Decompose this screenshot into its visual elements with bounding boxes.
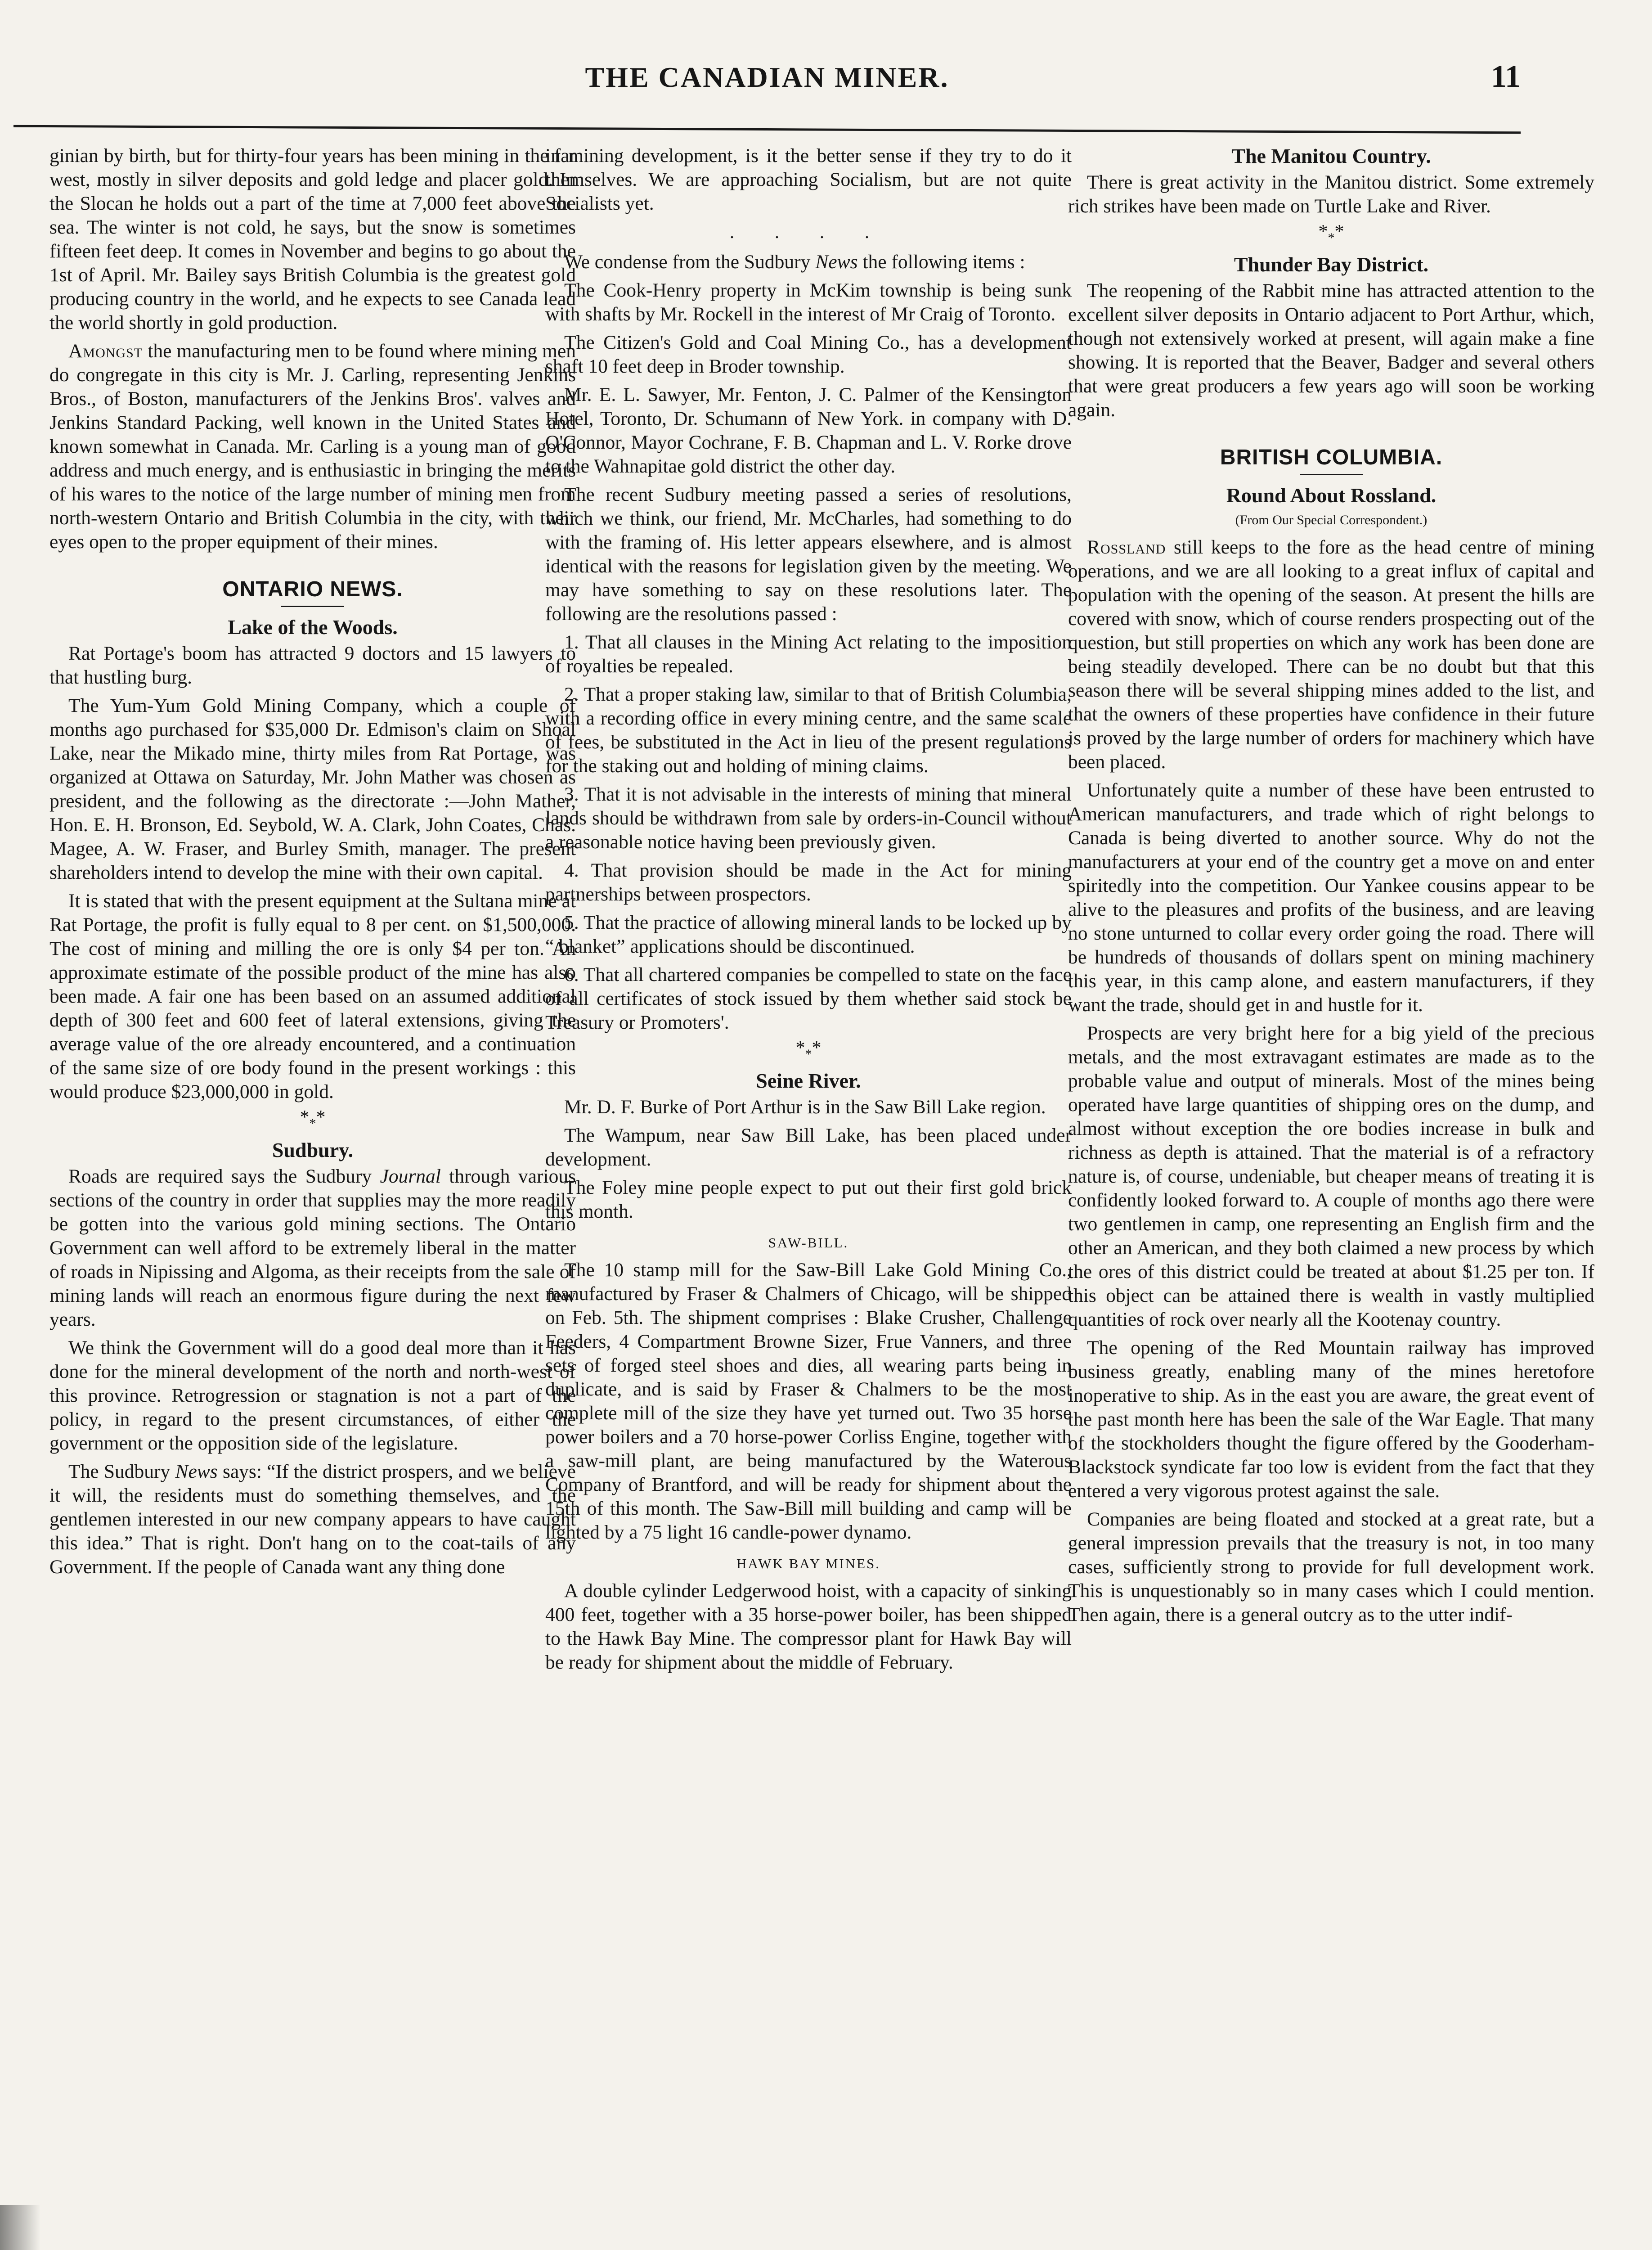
correspondent-note: (From Our Special Correspondent.) bbox=[1235, 513, 1428, 527]
paragraph: The Yum-Yum Gold Mining Company, which a couple of months ago purchased for $35,000 Dr. Edmison's claim on Shoal Lake, near the Mikado mine, thirty miles from Rat Portage, was organized at Ottawa on Saturday, Mr. John Mather was chosen as president, and the following as the directorate :—John Mather, Hon. E. H. Bronson, Ed. Seybold, W. A. Clark, John Coates, Chas. Magee, A. W. Fraser, and Burley Smith, manager. The present shareholders intend to develop the mine with their own capital. bbox=[49, 695, 576, 883]
paragraph: It is stated that with the present equipment at the Sultana mine at Rat Portage, the profit is fully equal to 8 per cent. on $1,500,000. The cost of mining and milling the ore is only $4 per ton. An approximate estimate of the possible product of the mine has also been made. A fair one has been based on an assumed additional depth of 300 feet and 600 feet of lateral extensions, giving the average value of the ore already encountered, and a continuation of the same size of ore body found in the present workings : this would produce $23,000,000 in gold. bbox=[49, 890, 576, 1102]
publication-name: News bbox=[175, 1461, 218, 1482]
paragraph-text: the manufacturing men to be found where mining men do congregate in this city is Mr. J. Carling, representing Jenkins Bros., of Boston, manufacturers of the Jenkins Bros'. valves and Jenkins Standard Packing, well known in the United States and known somewhat in Canada. Mr. Carling is a young man of good address and much energy, and is enthusiastic in bringing the merits of his wares to the notice of the large number of mining men from north-western Ontario and British Columbia in the city, with their eyes open to the proper equipment of their mines. bbox=[49, 340, 576, 553]
paragraph: The Foley mine people expect to put out their first gold brick this month. bbox=[545, 1177, 1072, 1222]
publication-name: Journal bbox=[380, 1166, 441, 1187]
resolution-item: 5. That the practice of allowing mineral lands to be locked up by “ blanket” applications should be discontinued. bbox=[545, 912, 1072, 957]
asterism-ornament: $*_**$ bbox=[795, 1038, 822, 1062]
page-number: 11 bbox=[1490, 59, 1521, 94]
subheading-saw-bill: SAW-BILL. bbox=[768, 1235, 849, 1251]
column-3 bbox=[1068, 144, 1594, 1631]
paragraph-text: says: “If the district prospers, and we believe it will, the residents must do something themselves, and the gentlemen interested in our new company appears to have caught this idea.” That is right. Don't hang on to the coat-tails of any Government. If the people of Canada want any thing done bbox=[49, 1461, 576, 1578]
section-rule bbox=[1300, 474, 1363, 475]
subheading-round-about-rossland: Round About Rossland. bbox=[1226, 484, 1437, 507]
header-rule bbox=[13, 125, 1521, 134]
paragraph: in mining development, is it the better sense if they try to do it themselves. We are approaching Socialism, but are not quite Socialists yet. bbox=[545, 145, 1072, 214]
publication-name: News bbox=[815, 251, 858, 273]
scan-smudge bbox=[0, 2205, 40, 2250]
paragraph: Companies are being floated and stocked at a great rate, but a general impression prevails that the treasury is not, in too many cases, sufficiently strong to provide for full development work. This is unquestionably so in many cases which I could mention. Then again, there is a general outcry as to the utter indif- bbox=[1068, 1508, 1594, 1625]
paragraph bbox=[49, 339, 576, 554]
paragraph: Rat Portage's boom has attracted 9 doctors and 15 lawyers to that hustling burg. bbox=[49, 643, 576, 688]
paragraph: Mr. D. F. Burke of Port Arthur is in the Saw Bill Lake region. bbox=[564, 1096, 1046, 1118]
asterism-ornament: $*_**$ bbox=[300, 1107, 326, 1131]
section-rule bbox=[281, 606, 344, 607]
paragraph-text: Roads are required says the Sudbury bbox=[68, 1166, 380, 1187]
resolution-item: 2. That a proper staking law, similar to that of British Columbia, with a recording office in every mining centre, and the same scale of fees, be substituted in the Act in lieu of the present regulations for the staking out and holding of mining claims. bbox=[545, 684, 1072, 777]
paragraph-text: We condense from the Sudbury bbox=[564, 251, 816, 273]
subheading-sudbury: Sudbury. bbox=[272, 1138, 354, 1161]
paragraph: Unfortunately quite a number of these have been entrusted to American manufacturers, and trade which of right belongs to Canada is being diverted to another source. Why do not the manufacturers at your end of the country get a move on and enter spiritedly into the competition. Our Yankee cousins appear to be alive to the pleasures and profits of the business, and are leaving no stone unturned to collar every order going the road. There will be hundreds of thousands of dollars spent on mining machinery this year, in this camp alone, and eastern manufacturers, if they want the trade, should get in and hustle for it. bbox=[1068, 779, 1594, 1016]
paragraph: The 10 stamp mill for the Saw-Bill Lake Gold Mining Co., manufactured by Fraser & Chalmers of Chicago, will be shipped on Feb. 5th. The shipment comprises : Blake Crusher, Challenge Feeders, 4 Compartment Browne Sizer, Frue Vanners, and three sets of forged steel shoes and dies, all wearing parts being in duplicate, and is said by Fraser & Chalmers to be the most complete mill of the size they have yet turned out. Two 35 horse power boilers and a 70 horse-power Corliss Engine, together with a saw-mill plant, are being manufactured by the Waterous Company of Brantford, and will be ready for shipment about the 15th of this month. The Saw-Bill mill building and camp will be lighted by a 75 light 16 candle-power dynamo. bbox=[545, 1259, 1072, 1543]
newspaper-title: THE CANADIAN MINER. bbox=[585, 61, 949, 93]
paragraph bbox=[49, 1165, 576, 1332]
resolution-item: 3. That it is not advisable in the interests of mining that mineral lands should be withdrawn from sale by orders-in-Council without a reasonable notice having been previously given. bbox=[545, 783, 1072, 853]
paragraph: The Cook-Henry property in McKim township is being sunk with shafts by Mr. Rockell in the interest of Mr Craig of Toronto. bbox=[545, 279, 1072, 325]
subheading-seine-river: Seine River. bbox=[756, 1069, 861, 1092]
lead-word: Rossland bbox=[1087, 536, 1166, 558]
section-heading-british-columbia: BRITISH COLUMBIA. bbox=[1220, 446, 1443, 469]
paragraph: The reopening of the Rabbit mine has attracted attention to the excellent silver deposits in Ontario adjacent to Port Arthur, which, though not extensively worked at present, will again make a fine showing. It is reported that the Beaver, Badger and several others that were great producers a few years ago will soon be working again. bbox=[1068, 280, 1594, 421]
paragraph-text: still keeps to the fore as the head centre of mining operations, and we are all looking to a great influx of capital and population with the opening of the season. At present the hills are covered with snow, which of course renders prospecting out of the question, but still properties on which any work has been done are being steadily developed. There can be no doubt but that this season there will be several shipping mines added to the list, and that the owners of these properties have confidence in their future is proved by the large number of orders for machinery which have been placed. bbox=[1068, 536, 1594, 773]
lead-word: Amongst bbox=[68, 340, 143, 362]
paragraph: There is great activity in the Manitou district. Some extremely rich strikes have been made on Turtle Lake and River. bbox=[1068, 171, 1594, 217]
subheading-lake-of-the-woods: Lake of the Woods. bbox=[228, 616, 398, 639]
paragraph-text: through various sections of the country in order that supplies may the more readily be gotten into the various gold mining sections. The Ontario Government can well afford to be extremely liberal in the matter of roads in Nipissing and Algoma, as their receipts from the sale of mining lands will reach an enormous figure during the next few years. bbox=[49, 1166, 576, 1330]
paragraph bbox=[49, 1460, 576, 1579]
resolution-item: 4. That provision should be made in the Act for mining partnerships between prospectors. bbox=[545, 860, 1072, 905]
dot-separator: . . . . bbox=[730, 222, 887, 242]
subheading-manitou-country: The Manitou Country. bbox=[1231, 144, 1431, 167]
resolution-item: 6. That all chartered companies be compelled to state on the face of all certificates of stock issued by them whether said stock be Treasury or Promoters'. bbox=[545, 964, 1072, 1033]
subheading-hawk-bay-mines: HAWK BAY MINES. bbox=[736, 1556, 881, 1571]
paragraph: Mr. E. L. Sawyer, Mr. Fenton, J. C. Palmer of the Kensington Hotel, Toronto, Dr. Schumann of New York. in company with D. O'Connor, Mayor Cochrane, F. B. Chapman and L. V. Rorke drove to the Wahnapitae gold district the other day. bbox=[545, 384, 1072, 477]
paragraph-text: the following items : bbox=[857, 251, 1025, 273]
subheading-thunder-bay: Thunder Bay District. bbox=[1234, 253, 1429, 276]
paragraph bbox=[545, 250, 1072, 274]
asterism-ornament: $*_**$ bbox=[1318, 221, 1344, 245]
paragraph: We think the Government will do a good deal more than it has done for the mineral development of the north and north-west of this province. Retrogression or stagnation is not a part of the policy, in regard to the present circumstances, of either the government or the opposition side of the legislature. bbox=[49, 1337, 576, 1454]
column-1 bbox=[49, 144, 576, 1584]
paragraph-text: The Sudbury bbox=[68, 1461, 175, 1482]
paragraph: A double cylinder Ledgerwood hoist, with a capacity of sinking 400 feet, together with a 35 horse-power boiler, has been shipped to the Hawk Bay Mine. The compressor plant for Hawk Bay will be ready for shipment about the middle of February. bbox=[545, 1580, 1072, 1673]
resolution-item: 1. That all clauses in the Mining Act relating to the imposition of royalties be repealed. bbox=[545, 631, 1072, 677]
paragraph: The recent Sudbury meeting passed a series of resolutions, which we think, our friend, Mr. McCharles, had something to do with the framing of. His letter appears elsewhere, and is almost identical with the reasons for legislation given by the meeting. We may have something to say on these resolutions later. The following are the resolutions passed : bbox=[545, 484, 1072, 625]
paragraph: The opening of the Red Mountain railway has improved business greatly, enabling many of the mines heretofore inoperative to ship. As in the east you are aware, the great event of the past month here has been the sale of the War Eagle. That many of the stockholders thought the figure offered by the Gooderham-Blackstock syndicate far too low is evident from the fact that they entered a very vigorous protest against the sale. bbox=[1068, 1337, 1594, 1502]
paragraph: ginian by birth, but for thirty-four years has been mining in the far west, mostly in silver deposits and gold ledge and placer gold. In the Slocan he holds out a part of the time at 7,000 feet above the sea. The winter is not cold, he says, but the snow is sometimes fifteen feet deep. It comes in November and begins to go about the 1st of April. Mr. Bailey says British Columbia is the greatest gold producing country in the world, and he expects to see Canada lead the world shortly in gold production. bbox=[49, 145, 576, 333]
paragraph: The Wampum, near Saw Bill Lake, has been placed under development. bbox=[545, 1125, 1072, 1170]
page-header bbox=[13, 43, 1521, 106]
section-heading-ontario: ONTARIO NEWS. bbox=[222, 577, 403, 601]
paragraph bbox=[1068, 536, 1594, 774]
column-2 bbox=[545, 144, 1072, 1679]
paragraph: The Citizen's Gold and Coal Mining Co., has a development shaft 10 feet deep in Broder township. bbox=[545, 332, 1072, 377]
paragraph: Prospects are very bright here for a big yield of the precious metals, and the most extravagant estimates are made as to the probable value and output of minerals. Most of the mines being operated have large quantities of shipping ores on the dump, and almost without exception the ore bodies increase in bulk and richness as depth is attained. That the material is of a refractory nature is, of course, undeniable, but cheaper means of treating it is confidently looked forward to. A couple of months ago there were two gentlemen in camp, one representing an English firm and the other an American, and they both claimed a new process by which the ores of this district could be treated at about $1.25 per ton. If this object can be attained there is wealth in vastly multiplied quantities of rock over nearly all the Kootenay country. bbox=[1068, 1022, 1594, 1330]
